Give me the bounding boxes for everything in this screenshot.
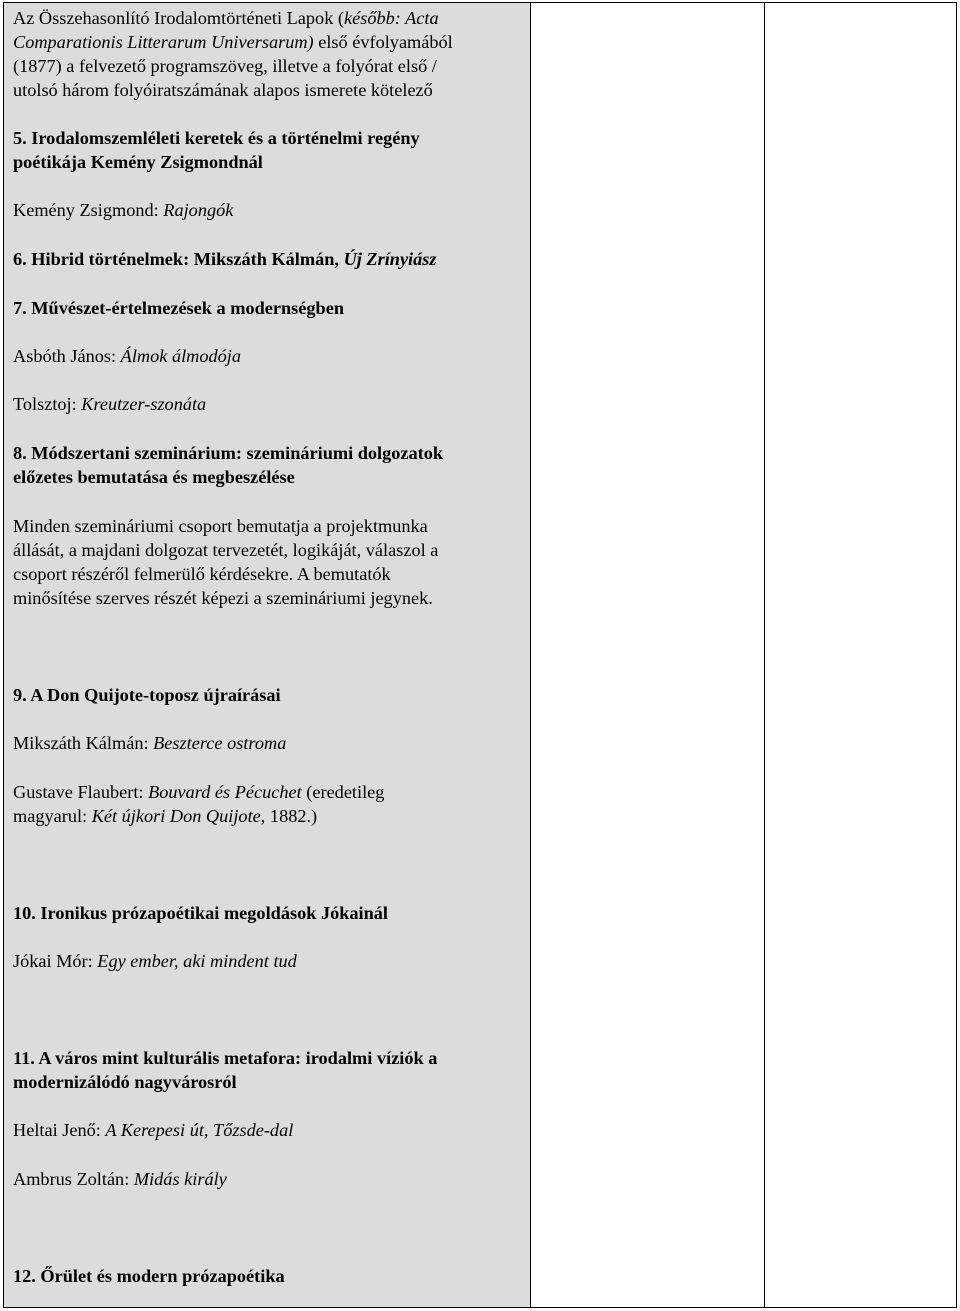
section-11-title-line-2: modernizálódó nagyvárosról: [13, 1072, 237, 1092]
section-5-reading-1: Kemény Zsigmond: Rajongók: [13, 200, 234, 220]
section-9-title: 9. A Don Quijote-toposz újraírásai: [13, 685, 281, 705]
empty-column-3: [765, 3, 957, 1308]
section-11-reading-2: Ambrus Zoltán: Midás király: [13, 1169, 227, 1189]
syllabus-table: [3, 2, 957, 1308]
section-7-reading-1: Asbóth János: Álmok álmodója: [13, 346, 242, 366]
section-9-reading-1: Mikszáth Kálmán: Beszterce ostroma: [13, 733, 287, 753]
section-8-paragraph-line-2: állását, a majdani dolgozat tervezetét, logikáját, válaszol a: [13, 540, 439, 560]
intro-line-4: utolsó három folyóiratszámának alapos ismerete kötelező: [13, 80, 433, 100]
section-5-title-line-1: 5. Irodalomszemléleti keretek és a történelmi regény: [13, 128, 420, 148]
section-11-title-line-1: 11. A város mint kulturális metafora: irodalmi víziók a: [13, 1048, 438, 1068]
empty-column-2: [531, 3, 765, 1308]
intro-line-2: Comparationis Litterarum Universarum) első évfolyamából: [13, 32, 453, 52]
section-6-title: 6. Hibrid történelmek: Mikszáth Kálmán, Új Zrínyiász: [13, 249, 437, 269]
section-12-title: 12. Őrület és modern prózapoétika: [13, 1266, 285, 1286]
section-9-reading-2-line-1: Gustave Flaubert: Bouvard és Pécuchet (eredetileg: [13, 782, 385, 802]
section-9-reading-2-line-2: magyarul: Két újkori Don Quijote, 1882.): [13, 806, 318, 826]
section-7-title: 7. Művészet-értelmezések a modernségben: [13, 298, 344, 318]
section-7-reading-2: Tolsztoj: Kreutzer-szonáta: [13, 394, 207, 414]
section-10-reading-1: Jókai Mór: Egy ember, aki mindent tud: [13, 951, 297, 971]
section-11-reading-1: Heltai Jenő: A Kerepesi út, Tőzsde-dal: [13, 1120, 294, 1140]
section-8-paragraph-line-3: csoport részéről felmerülő kérdésekre. A bemutatók: [13, 564, 391, 584]
section-8-paragraph-line-1: Minden szemináriumi csoport bemutatja a projektmunka: [13, 516, 428, 536]
section-10-title: 10. Ironikus prózapoétikai megoldások Jókainál: [13, 903, 389, 923]
section-8-title-line-2: előzetes bemutatása és megbeszélése: [13, 467, 295, 487]
section-5-title-line-2: poétikája Kemény Zsigmondnál: [13, 152, 263, 172]
section-8-paragraph-line-4: minősítése szerves részét képezi a szemináriumi jegynek.: [13, 588, 433, 608]
intro-line-3: (1877) a felvezető programszöveg, illetve a folyórat első /: [13, 56, 437, 76]
section-8-title-line-1: 8. Módszertani szeminárium: szemináriumi dolgozatok: [13, 443, 444, 463]
topics-column: [4, 3, 531, 1308]
intro-line-1: Az Összehasonlító Irodalomtörténeti Lapok (később: Acta: [13, 8, 439, 28]
